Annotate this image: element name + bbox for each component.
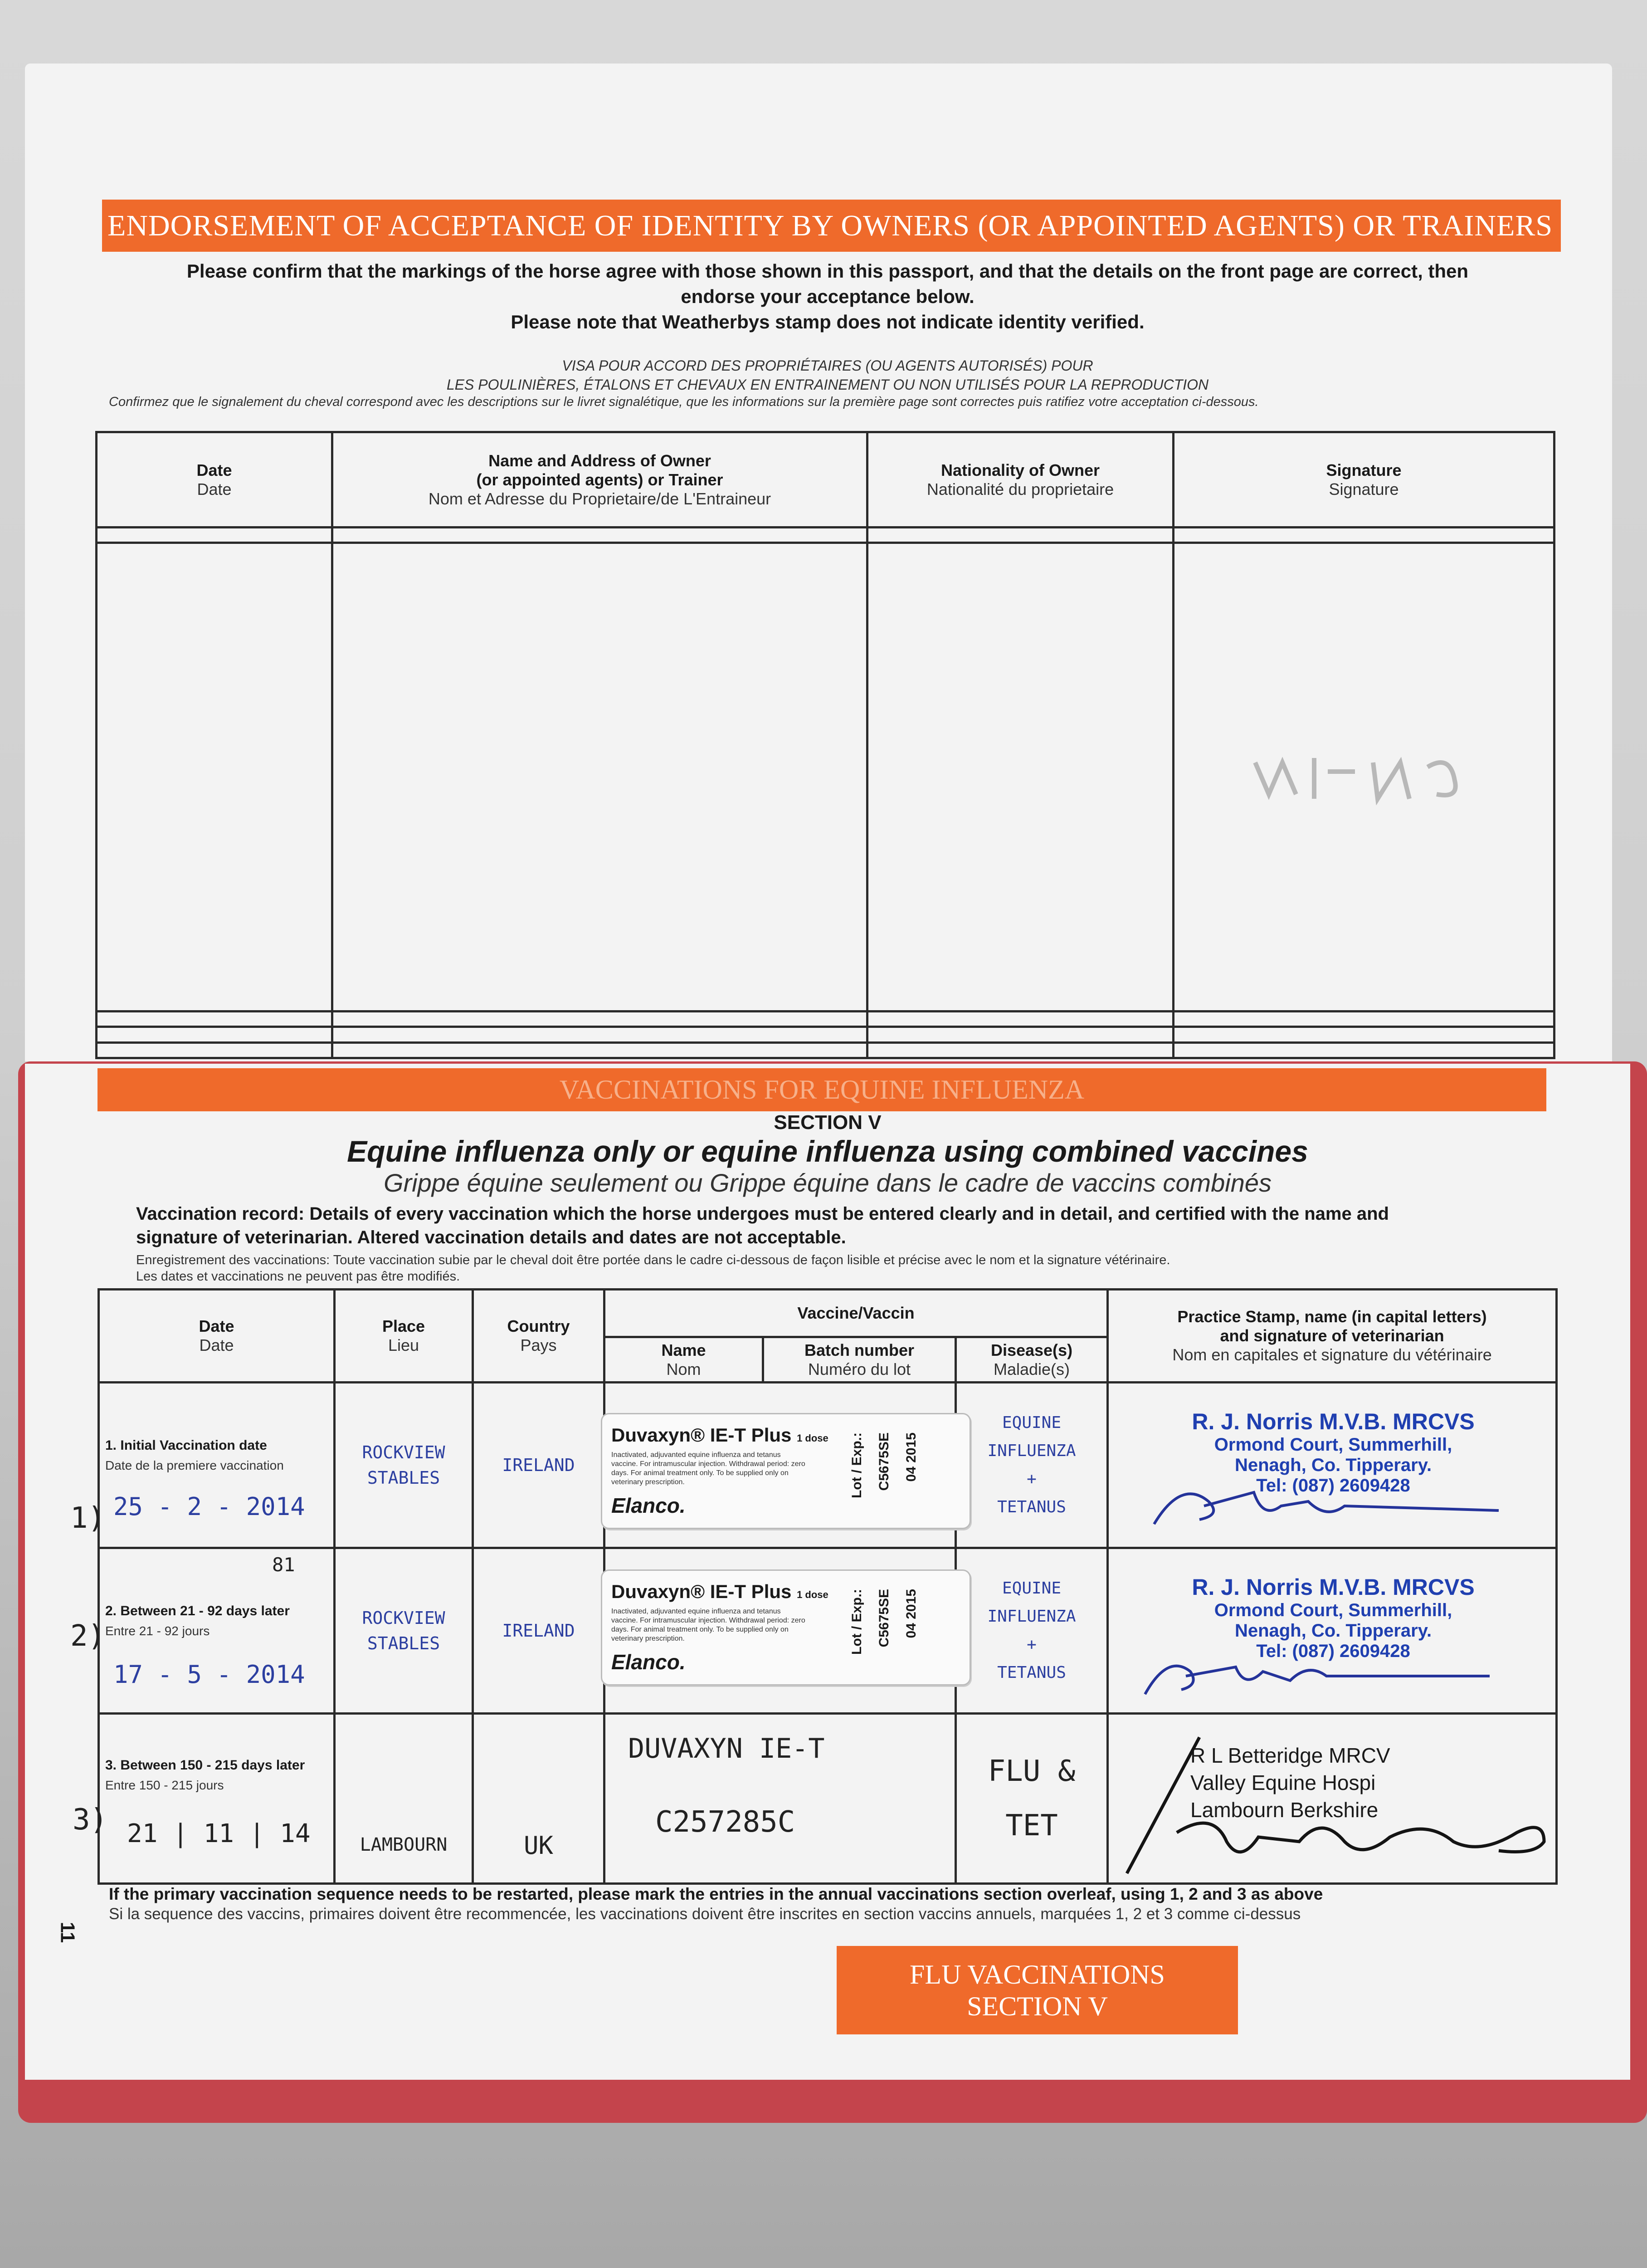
sticker-fine-print: Inactivated, adjuvanted equine influenza and tetanus vaccine. For intramuscular injection. Withdrawal period: zero days. For animal treatment only. To be supplied only on veterinary prescription.	[611, 1451, 805, 1486]
stamp-cell	[1108, 1383, 1557, 1548]
elanco-logo: Elanco.	[611, 1650, 686, 1674]
table-row	[97, 1042, 1554, 1058]
vaccine-sticker-1	[601, 1413, 971, 1529]
vet-stamp-name: R. J. Norris M.V.B. MRCVS	[1192, 1409, 1475, 1434]
section-tab-line-1: FLU VACCINATIONS	[910, 1960, 1165, 1989]
record-french-line-1: Enregistrement des vaccinations: Toute vaccination subie par le cheval doit être portée dans le cadre ci-dessous de façon lisible et précise avec le nom et la signature vétérinaire.	[136, 1253, 1170, 1267]
vac-col-date: Date Date	[99, 1290, 335, 1383]
disease-line-1: EQUINE	[1002, 1413, 1062, 1432]
vet-stamp-line-3: Lambourn Berkshire	[1190, 1798, 1379, 1822]
record-french	[136, 1252, 1560, 1285]
disease-line-4: TETANUS	[997, 1663, 1066, 1682]
disease-line-2: TET	[1005, 1809, 1058, 1843]
place-cell	[335, 1383, 473, 1548]
date-cell	[99, 1548, 335, 1714]
vet-stamp-line-2: Valley Equine Hospi	[1190, 1771, 1376, 1794]
elanco-logo: Elanco.	[611, 1494, 686, 1517]
identity-note: Please note that Weatherbys stamp does not indicate identity verified.	[511, 311, 1145, 332]
stamp-cell	[1108, 1548, 1557, 1714]
country-cell: UK	[473, 1714, 604, 1884]
section-tab-line-2: SECTION V	[967, 1991, 1108, 2021]
disease-cell	[956, 1714, 1108, 1884]
col-date: Date Date	[97, 432, 332, 528]
country-cell: IRELAND	[473, 1383, 604, 1548]
french-visa-line-2: LES POULINIÈRES, ÉTALONS ET CHEVAUX EN ENTRAINEMENT OU NON UTILISÉS POUR LA REPRODUCTION	[446, 376, 1209, 393]
disease-line-1: FLU &	[988, 1755, 1076, 1788]
place-line-2: STABLES	[367, 1633, 440, 1653]
record-line-1: Vaccination record: Details of every vaccination which the horse undergoes must be entered clearly and in detail, and certified with the name and	[136, 1204, 1389, 1224]
table-row	[97, 528, 1554, 543]
disease-line-4: TETANUS	[997, 1498, 1066, 1516]
vac-col-vaccine: Vaccine/Vaccin	[604, 1290, 1108, 1337]
vet-stamp-tel: Tel: (087) 2609428	[1256, 1641, 1410, 1661]
instruction-line-1: Please confirm that the markings of the horse agree with those shown in this passport, and that the details on the front page are correct, then	[186, 260, 1469, 282]
instruction-text	[102, 259, 1553, 335]
disease-line-2: INFLUENZA	[987, 1442, 1076, 1460]
vaccination-band: VACCINATIONS FOR EQUINE INFLUENZA	[97, 1068, 1546, 1111]
vet-stamp-address-2: Nenagh, Co. Tipperary.	[1234, 1621, 1432, 1641]
sticker-expiry: 04 2015	[904, 1589, 919, 1638]
disease-cell	[956, 1383, 1108, 1548]
place-cell	[335, 1548, 473, 1714]
vet-stamp-name: R. J. Norris M.V.B. MRCVS	[1192, 1574, 1475, 1600]
vac-col-batch: Batch number Numéro du lot	[763, 1337, 956, 1383]
section-tab	[837, 1946, 1238, 2034]
row-number-1: 1)	[70, 1501, 106, 1535]
row-label-fr: Entre 21 - 92 jours	[105, 1624, 210, 1638]
vet-stamp-address-1: Ormond Court, Summerhill,	[1214, 1435, 1452, 1455]
date-cell	[99, 1383, 335, 1548]
sticker-expiry: 04 2015	[904, 1432, 919, 1482]
restart-note-fr: Si la sequence des vaccins, primaires doivent être recommencée, les vaccinations doivent être inscrites en section vaccins annuels, marquées 1, 2 et 3 comme ci-dessus	[109, 1905, 1301, 1923]
vet-stamp-tel: Tel: (087) 2609428	[1256, 1476, 1410, 1496]
faint-signature	[1174, 543, 1554, 1011]
vac-col-country: Country Pays	[473, 1290, 604, 1383]
row-label: 1. Initial Vaccination date	[105, 1438, 267, 1453]
place-cell: LAMBOURN	[335, 1714, 473, 1884]
table-row	[97, 543, 1554, 1011]
table-row	[97, 1027, 1554, 1042]
vaccination-date: 25 - 2 - 2014	[113, 1492, 305, 1521]
instruction-line-2: endorse your acceptance below.	[681, 286, 975, 307]
row-label: 2. Between 21 - 92 days later	[105, 1603, 290, 1618]
section-title: Equine influenza only or equine influenza using combined vaccines	[347, 1134, 1308, 1168]
vac-col-stamp: Practice Stamp, name (in capital letters) and signature of veterinarian Nom en capitales et signature du vétérinaire	[1108, 1290, 1557, 1383]
vac-col-disease: Disease(s) Maladie(s)	[956, 1337, 1108, 1383]
vaccination-date: 21 | 11 | 14	[127, 1819, 311, 1848]
sticker-lot-label: Lot / Exp.:	[849, 1432, 864, 1498]
vaccination-date: 17 - 5 - 2014	[113, 1660, 305, 1689]
row-number-2: 2)	[70, 1619, 106, 1653]
date-cell	[99, 1714, 335, 1884]
vet-stamp-address-2: Nenagh, Co. Tipperary.	[1234, 1455, 1432, 1475]
disease-line-1: EQUINE	[1002, 1579, 1062, 1598]
vaccination-row-3	[99, 1714, 1557, 1884]
row-label-fr: Entre 150 - 215 jours	[105, 1778, 224, 1792]
vet-stamp-address-1: Ormond Court, Summerhill,	[1214, 1600, 1452, 1620]
batch-number: C257285C	[655, 1805, 795, 1839]
sticker-title: Duvaxyn® IE-T Plus 1 dose	[611, 1581, 828, 1602]
country-cell: IRELAND	[473, 1548, 604, 1714]
stamp-cell	[1108, 1714, 1557, 1884]
section-subtitle: Grippe équine seulement ou Grippe équine dans le cadre de vaccins combinés	[383, 1168, 1272, 1197]
col-owner: Name and Address of Owner (or appointed agents) or Trainer Nom et Adresse du Proprietaire/de L'Entraineur	[332, 432, 867, 528]
table-row	[97, 1011, 1554, 1026]
vaccine-name-batch-cell	[604, 1714, 956, 1884]
record-instructions	[136, 1202, 1560, 1249]
faint-signature-mark	[1237, 744, 1491, 808]
endorsement-table	[95, 431, 1555, 1059]
sticker-lot: C5675SE	[877, 1432, 892, 1491]
endorsement-banner: ENDORSEMENT OF ACCEPTANCE OF IDENTITY BY OWNERS (OR APPOINTED AGENTS) OR TRAINERS	[102, 200, 1561, 252]
disease-cell	[956, 1548, 1108, 1714]
french-confirm: Confirmez que le signalement du cheval correspond avec les descriptions sur le livret signalétique, que les informations sur la première page sont correctes puis ratifiez votre acceptation ci-dessous.	[109, 395, 1259, 409]
vaccine-sticker-2	[601, 1569, 971, 1686]
vac-col-place: Place Lieu	[335, 1290, 473, 1383]
place-line-2: STABLES	[367, 1468, 440, 1488]
french-visa-line-1: VISA POUR ACCORD DES PROPRIÉTAIRES (OU AGENTS AUTORISÉS) POUR	[562, 357, 1093, 374]
disease-line-2: INFLUENZA	[987, 1607, 1076, 1626]
disease-line-3: +	[1027, 1470, 1037, 1488]
sticker-lot-label: Lot / Exp.:	[849, 1589, 864, 1655]
restart-note: If the primary vaccination sequence needs to be restarted, please mark the entries in the annual vaccinations section overleaf, using 1, 2 and 3 as above	[109, 1885, 1323, 1903]
vac-col-name: Name Nom	[604, 1337, 763, 1383]
sticker-title: Duvaxyn® IE-T Plus 1 dose	[611, 1424, 828, 1446]
vet-signature	[1136, 1644, 1499, 1703]
day-count-annotation: 81	[272, 1554, 295, 1576]
sticker-fine-print: Inactivated, adjuvanted equine influenza and tetanus vaccine. For intramuscular injection. Withdrawal period: zero days. For animal treatment only. To be supplied only on veterinary prescription.	[611, 1608, 805, 1642]
place-line-1: ROCKVIEW	[362, 1442, 445, 1462]
french-visa	[102, 356, 1553, 394]
page-number: 11	[56, 1921, 79, 1943]
sticker-lot: C5675SE	[877, 1589, 892, 1647]
col-nationality: Nationality of Owner Nationalité du proprietaire	[867, 432, 1174, 528]
vet-signature	[1109, 1728, 1558, 1878]
row-label: 3. Between 150 - 215 days later	[105, 1758, 305, 1773]
record-french-line-2: Les dates et vaccinations ne peuvent pas être modifiés.	[136, 1269, 460, 1284]
col-signature: Signature Signature	[1174, 432, 1554, 528]
vet-stamp-line-1: R L Betteridge MRCV	[1190, 1744, 1390, 1767]
vet-signature	[1145, 1474, 1508, 1533]
section-label: SECTION V	[774, 1111, 882, 1134]
vaccine-name: DUVAXYN IE-T	[628, 1733, 825, 1765]
place-line-1: ROCKVIEW	[362, 1608, 445, 1628]
disease-line-3: +	[1027, 1635, 1037, 1654]
row-label-fr: Date de la premiere vaccination	[105, 1458, 284, 1472]
row-number-3: 3)	[73, 1803, 108, 1837]
record-line-2: signature of veterinarian. Altered vaccination details and dates are not acceptable.	[136, 1227, 846, 1247]
